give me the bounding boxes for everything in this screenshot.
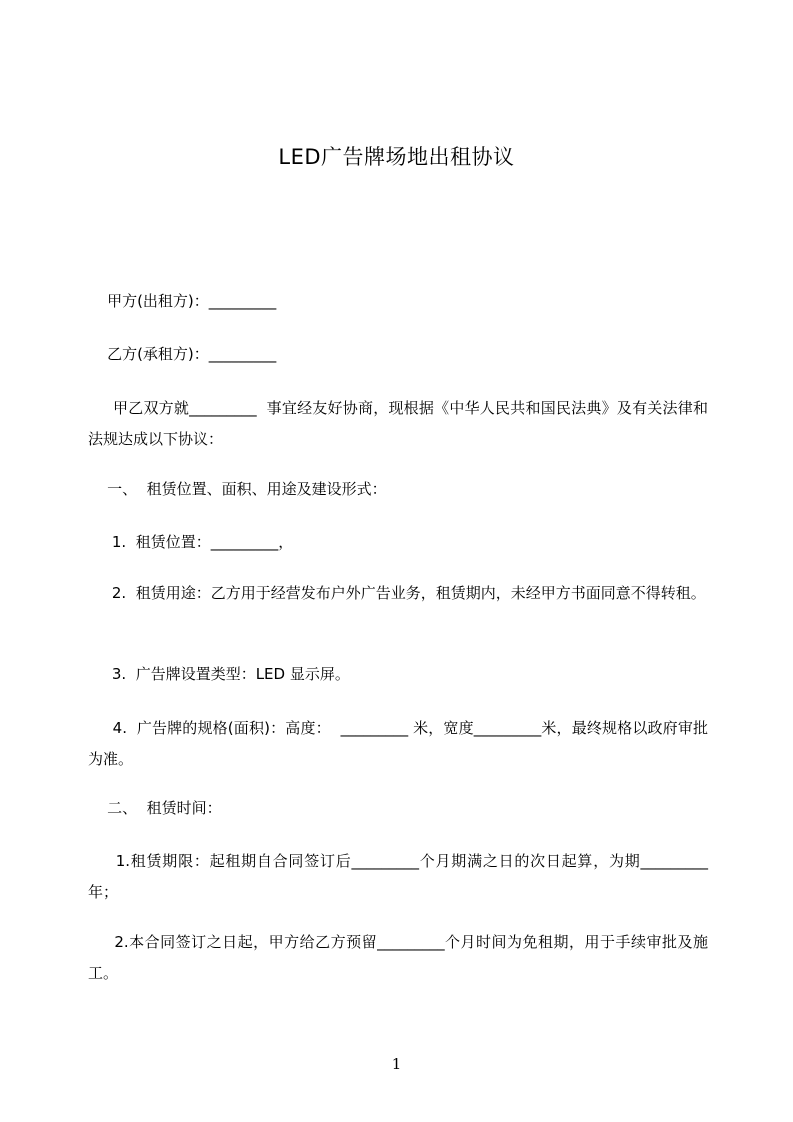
- section-2-heading: 二、 租赁时间：: [88, 799, 222, 817]
- party-a-line: 甲方(出租方)：_________: [88, 292, 277, 310]
- section-1-item-3: 3. 广告牌设置类型：LED 显示屏。: [88, 665, 350, 683]
- intro-paragraph: 甲乙双方就_________ 事宜经友好协商，现根据《中华人民共和国民法典》及有关法律和法规达成以下协议：: [88, 399, 708, 448]
- section-1-item-4: 4. 广告牌的规格(面积)：高度： _________ 米，宽度_________米，最终规格以政府审批为准。: [88, 719, 709, 768]
- document-title: LED广告牌场地出租协议: [278, 145, 515, 169]
- section-2-item-1: 1.租赁期限：起租期自合同签订后_________个月期满之日的次日起算，为期_________年；: [88, 852, 708, 901]
- section-1-item-2: 2. 租赁用途：乙方用于经营发布户外广告业务，租赁期内，未经甲方书面同意不得转租。: [88, 584, 706, 602]
- section-1-item-1: 1. 租赁位置：_________，: [88, 533, 294, 551]
- section-1-heading: 一、 租赁位置、面积、用途及建设形式：: [88, 480, 387, 498]
- section-2-item-2: 2.本合同签订之日起，甲方给乙方预留_________个月时间为免租期，用于手续审批及施工。: [88, 933, 708, 982]
- party-b-line: 乙方(承租方)：_________: [88, 345, 277, 363]
- page-number: 1: [391, 1055, 402, 1073]
